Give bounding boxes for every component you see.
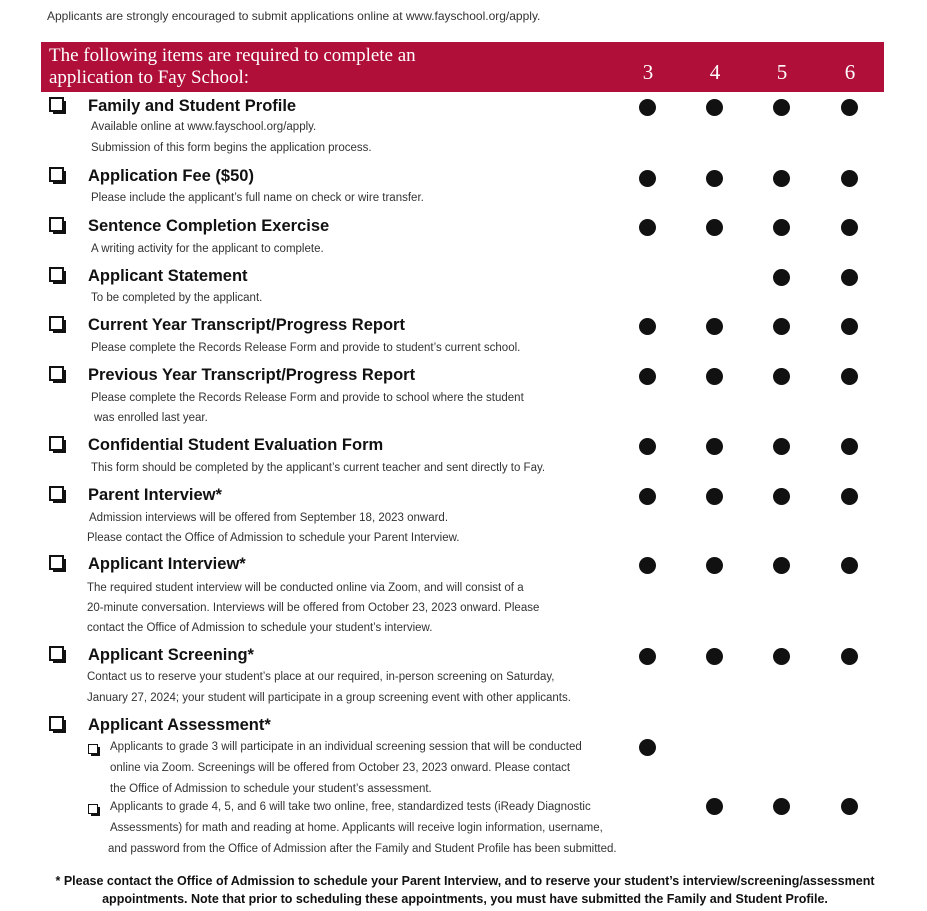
grade-6-dot bbox=[841, 438, 858, 455]
grade-6-dot bbox=[841, 368, 858, 385]
item-title: Application Fee ($50) bbox=[88, 167, 254, 185]
grade-6-header: 6 bbox=[844, 60, 856, 84]
item-desc: 20-minute conversation. Interviews will be offered from October 23, 2023 onward. Please bbox=[87, 602, 540, 614]
grade-3-header: 3 bbox=[642, 60, 654, 84]
grade-6-dot bbox=[841, 99, 858, 116]
sub-desc: and password from the Office of Admission after the Family and Student Profile has been submitted. bbox=[108, 843, 617, 855]
checkbox[interactable] bbox=[49, 217, 64, 232]
grade-4-dot bbox=[706, 219, 723, 236]
sub-desc: online via Zoom. Screenings will be offered from October 23, 2023 onward. Please contact bbox=[110, 762, 571, 774]
checkbox[interactable] bbox=[49, 267, 64, 282]
grade-5-dot bbox=[773, 170, 790, 187]
grade-5-dot bbox=[773, 438, 790, 455]
grade-5-dot bbox=[773, 798, 790, 815]
item-desc: A writing activity for the applicant to complete. bbox=[91, 243, 324, 255]
item-title: Parent Interview* bbox=[88, 486, 222, 504]
grade-5-dot bbox=[773, 557, 790, 574]
grade-5-dot bbox=[773, 488, 790, 505]
item-desc: Contact us to reserve your student’s place at our required, in-person screening on Saturday, bbox=[87, 671, 555, 683]
grade-6-dot bbox=[841, 269, 858, 286]
item-desc: To be completed by the applicant. bbox=[91, 292, 263, 304]
checkbox[interactable] bbox=[49, 366, 64, 381]
item-desc: This form should be completed by the applicant’s current teacher and sent directly to Fay. bbox=[91, 462, 546, 474]
grade-5-dot bbox=[773, 368, 790, 385]
item-desc: Please complete the Records Release Form and provide to student’s current school. bbox=[91, 342, 521, 354]
checkbox[interactable] bbox=[49, 646, 64, 661]
grade-3-dot bbox=[639, 648, 656, 665]
grade-5-dot bbox=[773, 648, 790, 665]
grade-3-dot bbox=[639, 219, 656, 236]
sub-desc: Assessments) for math and reading at home. Applicants will receive login information, username, bbox=[110, 822, 603, 834]
item-title: Previous Year Transcript/Progress Report bbox=[88, 366, 416, 384]
grade-5-dot bbox=[773, 269, 790, 286]
item-title: Family and Student Profile bbox=[88, 97, 297, 115]
checkbox[interactable] bbox=[49, 716, 64, 731]
grade-3-dot bbox=[639, 438, 656, 455]
sub-desc: Applicants to grade 3 will participate in an individual screening session that will be conducted bbox=[110, 741, 582, 753]
item-desc: Admission interviews will be offered from September 18, 2023 onward. bbox=[89, 512, 449, 524]
item-title: Applicant Screening* bbox=[88, 646, 254, 664]
grade-6-dot bbox=[841, 798, 858, 815]
grade-4-dot bbox=[706, 318, 723, 335]
grade-6-dot bbox=[841, 488, 858, 505]
item-desc: January 27, 2024; your student will participate in a group screening event with other applicants. bbox=[87, 692, 571, 704]
intro-text: Applicants are strongly encouraged to submit applications online at www.fayschool.org/apply. bbox=[47, 9, 541, 23]
checkbox[interactable] bbox=[49, 555, 64, 570]
item-desc: was enrolled last year. bbox=[94, 412, 208, 424]
grade-6-dot bbox=[841, 219, 858, 236]
grade-4-dot bbox=[706, 99, 723, 116]
grade-5-dot bbox=[773, 219, 790, 236]
grade-4-dot bbox=[706, 557, 723, 574]
checkbox[interactable] bbox=[49, 316, 64, 331]
grade-6-dot bbox=[841, 648, 858, 665]
grade-3-dot bbox=[639, 170, 656, 187]
sub-desc: Applicants to grade 4, 5, and 6 will take two online, free, standardized tests (iReady Diagnostic bbox=[110, 801, 591, 813]
item-title: Sentence Completion Exercise bbox=[88, 217, 330, 235]
grade-4-dot bbox=[706, 170, 723, 187]
item-title: Current Year Transcript/Progress Report bbox=[88, 316, 405, 334]
grade-3-dot bbox=[639, 488, 656, 505]
item-title: Confidential Student Evaluation Form bbox=[88, 436, 384, 454]
grade-4-header: 4 bbox=[709, 60, 721, 84]
sub-checkbox-grade-3[interactable] bbox=[88, 744, 98, 754]
grade-4-dot bbox=[706, 798, 723, 815]
grade-4-dot bbox=[706, 368, 723, 385]
requirements-header bbox=[41, 42, 884, 92]
item-desc: Submission of this form begins the application process. bbox=[91, 142, 372, 154]
footnote: * Please contact the Office of Admission to schedule your Parent Interview, and to reserve your student’s interview/screening/assessment appointments. Note that prior to scheduling these appointments, you must have submitted the Family and Student Profile. bbox=[55, 874, 875, 906]
grade-6-dot bbox=[841, 318, 858, 335]
item-desc: contact the Office of Admission to schedule your student’s interview. bbox=[87, 622, 433, 634]
item-desc: Please include the applicant’s full name on check or wire transfer. bbox=[91, 192, 424, 204]
grade-4-dot bbox=[706, 488, 723, 505]
grade-3-dot bbox=[639, 739, 656, 756]
sub-checkbox-grades-4-6[interactable] bbox=[88, 804, 98, 814]
checkbox[interactable] bbox=[49, 486, 64, 501]
item-title: Applicant Interview* bbox=[88, 555, 246, 573]
checkbox[interactable] bbox=[49, 436, 64, 451]
grade-4-dot bbox=[706, 438, 723, 455]
item-desc: The required student interview will be conducted online via Zoom, and will consist of a bbox=[87, 582, 524, 594]
item-desc: Please contact the Office of Admission to schedule your Parent Interview. bbox=[87, 532, 460, 544]
grade-3-dot bbox=[639, 368, 656, 385]
grade-5-dot bbox=[773, 318, 790, 335]
sub-desc: the Office of Admission to schedule your student’s assessment. bbox=[110, 783, 432, 795]
item-title: Applicant Statement bbox=[88, 267, 248, 285]
item-title: Applicant Assessment* bbox=[88, 716, 271, 734]
grade-5-dot bbox=[773, 99, 790, 116]
grade-4-dot bbox=[706, 648, 723, 665]
grade-3-dot bbox=[639, 99, 656, 116]
item-desc: Please complete the Records Release Form and provide to school where the student bbox=[91, 392, 524, 404]
grade-6-dot bbox=[841, 170, 858, 187]
grade-3-dot bbox=[639, 318, 656, 335]
grade-5-header: 5 bbox=[776, 60, 788, 84]
item-desc: Available online at www.fayschool.org/apply. bbox=[91, 121, 317, 133]
header-title: The following items are required to complete an application to Fay School: bbox=[49, 45, 416, 88]
checkbox[interactable] bbox=[49, 167, 64, 182]
grade-6-dot bbox=[841, 557, 858, 574]
checkbox[interactable] bbox=[49, 97, 64, 112]
grade-3-dot bbox=[639, 557, 656, 574]
